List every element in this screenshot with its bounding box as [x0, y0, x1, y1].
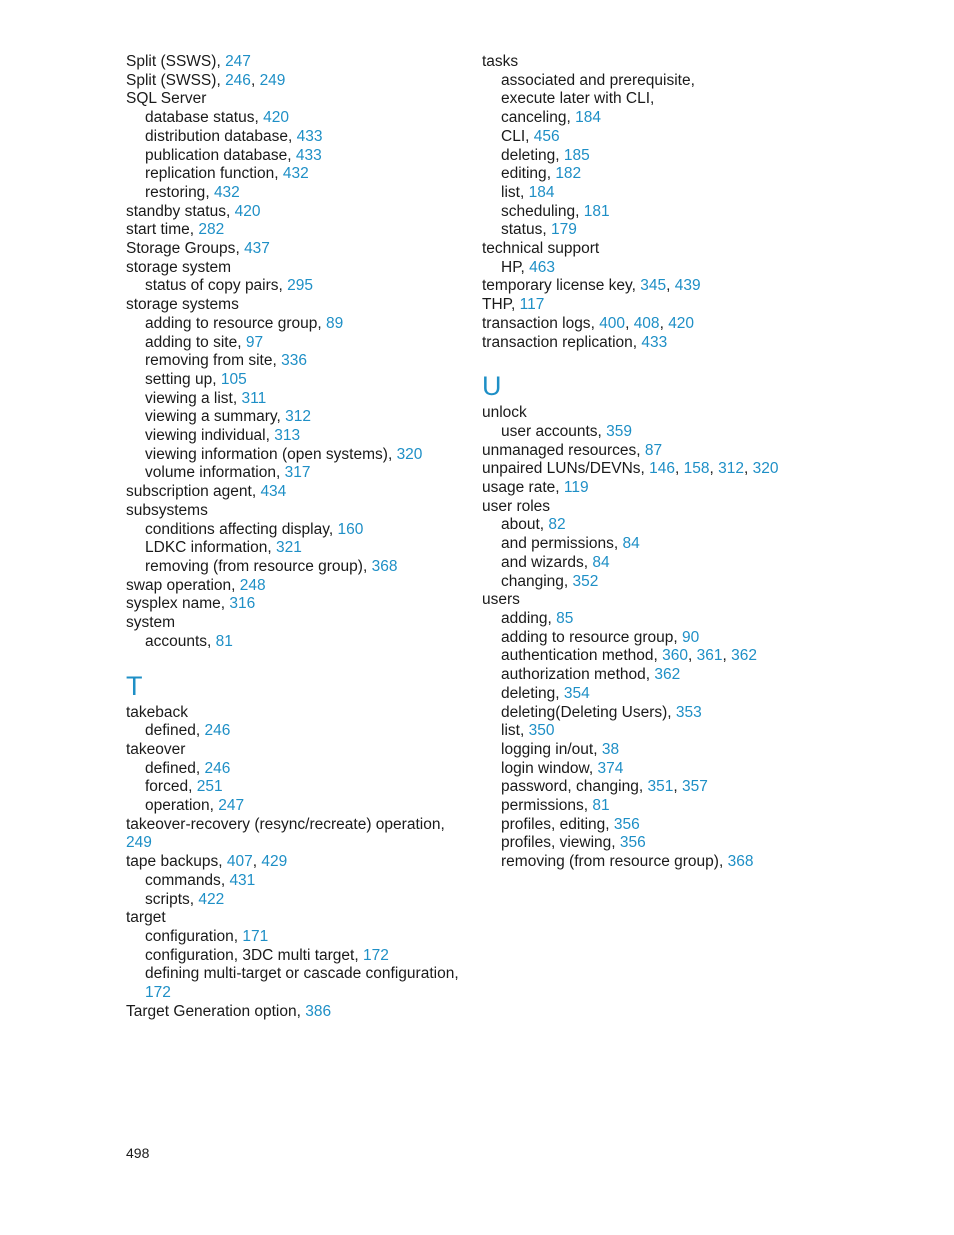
index-subentry: profiles, viewing, 356 [501, 834, 646, 852]
page-reference-link[interactable]: 463 [529, 258, 556, 276]
entry-term: takeover-recovery (resync/recreate) operation [126, 815, 441, 833]
index-entry [126, 614, 461, 633]
entry-term: associated and prerequisite, [501, 71, 695, 89]
page-reference-link[interactable]: 357 [682, 778, 708, 796]
index-subentry: configuration, 171 [145, 927, 269, 945]
index-entry: takeover-recovery (resync/recreate) operation, 249 [126, 815, 445, 852]
index-subentry: conditions affecting display, 160 [145, 520, 364, 538]
page-reference-link[interactable]: 247 [218, 797, 245, 815]
entry-term: defined [145, 722, 196, 740]
entry-term: usage rate [482, 479, 556, 497]
index-subentry: defined, 246 [145, 759, 231, 777]
index-subentry: viewing a list, 311 [145, 389, 267, 407]
entry-term: Split (SSWS) [126, 53, 217, 70]
index-entry [482, 591, 822, 610]
index-entry [126, 502, 461, 521]
entry-term: defining multi-target or cascade configuration [145, 965, 455, 983]
section-letter: U [482, 371, 502, 402]
entry-term: configuration, 3DC multi target [145, 946, 355, 964]
index-subentry: adding to resource group, 89 [145, 314, 344, 332]
entry-term: execute later with CLI, [501, 90, 655, 108]
entry-term: deleting [501, 684, 556, 702]
entry-term: removing from site [145, 352, 273, 370]
page-reference-link[interactable]: 84 [592, 553, 610, 571]
index-entry [482, 53, 822, 72]
index-subentry: defined, 246 [145, 722, 231, 740]
index-entry [482, 498, 822, 517]
page-reference-link[interactable]: 119 [563, 479, 589, 497]
index-subentry: user accounts, 359 [501, 422, 632, 440]
page-reference-link[interactable]: 439 [674, 277, 701, 295]
entry-term: commands [145, 871, 221, 889]
entry-term: unlock [482, 404, 527, 422]
entry-term: profiles, viewing [501, 834, 612, 852]
index-subentry: viewing individual, 313 [145, 427, 301, 445]
index-subentry: CLI, 456 [501, 127, 560, 145]
entry-term: storage systems [126, 296, 239, 314]
index-entry: Split (SSWS), 247 [126, 53, 251, 70]
index-subentry: changing, 352 [501, 572, 599, 590]
page-reference-link[interactable]: 456 [533, 127, 560, 145]
entry-term: subscription agent [126, 483, 252, 501]
page-reference-link[interactable]: 437 [244, 240, 270, 258]
page-reference-link[interactable]: 179 [550, 221, 577, 239]
index-subentry: database status, 420 [145, 109, 289, 127]
entry-term: authorization method [501, 666, 646, 684]
index-subentry: removing from site, 336 [145, 352, 307, 370]
page-reference-link[interactable]: 312 [285, 408, 312, 426]
entry-term: canceling [501, 109, 567, 127]
index-subentry: accounts, 81 [145, 632, 233, 650]
entry-term: unmanaged resources [482, 441, 637, 459]
index-subentry: adding, 85 [501, 609, 574, 627]
entry-term: viewing information (open systems) [145, 445, 388, 463]
page-reference-link[interactable]: 432 [282, 165, 309, 183]
entry-term: list [501, 722, 520, 740]
entry-term: conditions affecting display [145, 520, 329, 538]
page-reference-link[interactable]: 362 [654, 666, 681, 684]
entry-term: configuration [145, 927, 234, 945]
index-entry: swap operation, 248 [126, 576, 266, 594]
page-reference-link[interactable]: 407 [226, 853, 253, 871]
entry-term: adding [501, 609, 548, 627]
index-subentry: viewing a summary, 312 [145, 408, 312, 426]
entry-term: editing [501, 165, 547, 183]
entry-term: about [501, 516, 540, 534]
index-subentry: status, 179 [501, 221, 577, 239]
index-entry: Split (SWSS), 246, 249 [126, 71, 286, 89]
page-reference-link[interactable]: 246 [225, 71, 251, 89]
page-reference-link[interactable]: 90 [681, 628, 700, 646]
index-column-right [482, 53, 822, 872]
entry-term: sysplex name [126, 595, 221, 613]
page-reference-link[interactable]: 431 [229, 871, 256, 889]
page-number: 498 [126, 1145, 150, 1161]
index-subentry: editing, 182 [501, 165, 582, 183]
entry-term: transaction logs [482, 314, 591, 332]
index-entry [126, 909, 461, 928]
entry-term: user accounts [501, 422, 598, 440]
page-reference-link[interactable]: 422 [198, 890, 225, 908]
page-reference-link[interactable]: 362 [731, 647, 758, 665]
page-reference-link[interactable]: 420 [668, 314, 695, 332]
index-subentry: deleting, 185 [501, 146, 590, 164]
index-entry: sysplex name, 316 [126, 595, 256, 613]
index-subentry: operation, 247 [145, 797, 245, 815]
page-reference-link[interactable]: 320 [752, 460, 779, 478]
entry-term: technical support [482, 240, 600, 258]
index-subentry: restoring, 432 [145, 183, 240, 201]
page-reference-link[interactable]: 386 [305, 1002, 332, 1020]
page-reference-link[interactable]: 160 [337, 520, 364, 538]
index-entry [126, 296, 461, 315]
entry-term: takeover [126, 740, 186, 758]
page-reference-link[interactable]: 251 [196, 778, 223, 796]
index-subentry: volume information, 317 [145, 464, 311, 482]
index-subentry: adding to resource group, 90 [501, 628, 700, 646]
index-subentry: logging in/out, 38 [501, 740, 620, 758]
entry-term: viewing a list [145, 389, 233, 407]
entry-term: profiles, editing [501, 815, 606, 833]
entry-term: and wizards [501, 553, 584, 571]
page-reference-link[interactable]: 146 [649, 460, 676, 478]
index-subentry: scripts, 422 [145, 890, 225, 908]
entry-term: user roles [482, 497, 551, 515]
page-reference-link[interactable]: 408 [633, 314, 660, 332]
page-reference-link[interactable]: 246 [204, 722, 231, 740]
page-reference-link[interactable]: 81 [215, 632, 233, 650]
index-entry [126, 741, 461, 760]
page-reference-link[interactable]: 432 [213, 183, 240, 201]
index-subentry: distribution database, 433 [145, 127, 323, 145]
entry-term: defined [145, 759, 196, 777]
index-subentry: and permissions, 84 [501, 535, 640, 553]
page-reference-link[interactable]: 249 [126, 834, 152, 852]
index-subentry: permissions, 81 [501, 797, 610, 815]
entry-term: changing [501, 572, 564, 590]
index-subentry: replication function, 432 [145, 165, 309, 183]
index-entry [126, 259, 461, 278]
index-entry: standby status, 420 [126, 202, 261, 220]
entry-term: password, changing [501, 778, 639, 796]
entry-term: system [126, 614, 176, 632]
index-entry: unpaired LUNs/DEVNs, 146, 158, 312, 320 [482, 460, 779, 478]
page-reference-link[interactable]: 295 [287, 277, 314, 295]
index-entry: tape backups, 407, 429 [126, 853, 288, 871]
index-subentry: HP, 463 [501, 258, 556, 276]
entry-term: scripts [145, 890, 190, 908]
index-subentry: password, changing, 351, 357 [501, 778, 708, 796]
index-subentry: authorization method, 362 [501, 666, 681, 684]
entry-term: HP [501, 258, 521, 276]
index-entry: transaction logs, 400, 408, 420 [482, 314, 695, 332]
page-reference-link[interactable]: 246 [204, 759, 231, 777]
index-entry: unmanaged resources, 87 [482, 441, 663, 459]
page-reference-link[interactable]: 400 [599, 314, 626, 332]
index-entry [126, 90, 461, 109]
page-reference-link[interactable]: 172 [362, 946, 389, 964]
index-subentry: status of copy pairs, 295 [145, 277, 314, 295]
page-reference-link[interactable]: 85 [556, 609, 574, 627]
entry-term: viewing individual [145, 427, 266, 445]
index-entry: start time, 282 [126, 221, 225, 239]
page-reference-link[interactable]: 433 [295, 146, 322, 164]
index-entry: Target Generation option, 386 [126, 1002, 332, 1020]
page-reference-link[interactable]: 352 [572, 572, 599, 590]
entry-term: THP [482, 296, 512, 314]
page-reference-link[interactable]: 84 [622, 535, 640, 553]
index-subentry: LDKC information, 321 [145, 539, 302, 557]
page-reference-link[interactable]: 311 [241, 389, 267, 407]
entry-term: setting up [145, 370, 213, 388]
entry-term: login window [501, 759, 589, 777]
entry-term: deleting(Deleting Users) [501, 703, 668, 721]
page-reference-link[interactable]: 356 [613, 815, 640, 833]
index-entry: THP, 117 [482, 296, 545, 314]
page-reference-link[interactable]: 182 [555, 165, 582, 183]
page-reference-link[interactable]: 117 [519, 296, 545, 314]
index-subentry [482, 90, 822, 109]
entry-term: publication database [145, 146, 288, 164]
index-subentry: setting up, 105 [145, 370, 247, 388]
page-reference-link[interactable]: 420 [263, 109, 289, 127]
page-reference-link[interactable]: 247 [225, 53, 251, 70]
entry-term: accounts [145, 632, 208, 650]
page-reference-link[interactable]: 184 [575, 109, 601, 127]
index-subentry: removing (from resource group), 368 [501, 853, 754, 871]
entry-term: removing (from resource group) [501, 853, 719, 871]
page-reference-link[interactable]: 361 [696, 647, 723, 665]
page-reference-link[interactable]: 368 [727, 853, 754, 871]
index-subentry: profiles, editing, 356 [501, 815, 640, 833]
page-reference-link[interactable]: 38 [601, 740, 620, 758]
entry-term: deleting [501, 146, 556, 164]
entry-term: start time [126, 221, 190, 239]
index-subentry [482, 72, 822, 91]
page-reference-link[interactable]: 313 [274, 427, 301, 445]
entry-term: adding to resource group [145, 314, 318, 332]
page-reference-link[interactable]: 181 [583, 202, 610, 220]
page-reference-link[interactable]: 249 [259, 71, 286, 89]
entry-term: Split (SWSS) [126, 71, 217, 89]
entry-term: users [482, 591, 520, 609]
entry-term: list [501, 183, 520, 201]
index-entry: transaction replication, 433 [482, 333, 668, 351]
page-reference-link[interactable]: 420 [234, 202, 261, 220]
entry-term: logging in/out [501, 740, 594, 758]
entry-term: viewing a summary [145, 408, 277, 426]
index-subentry: defining multi-target or cascade configuration, 172 [145, 965, 459, 1002]
index-subentry: login window, 374 [501, 759, 624, 777]
entry-term: CLI [501, 127, 526, 145]
page-reference-link[interactable]: 248 [239, 576, 266, 594]
entry-term: tape backups [126, 853, 219, 871]
page-reference-link[interactable]: 87 [644, 441, 663, 459]
index-subentry: viewing information (open systems), 320 [145, 445, 423, 463]
index-subentry: canceling, 184 [501, 109, 601, 127]
page-reference-link[interactable]: 171 [242, 927, 269, 945]
entry-term: Target Generation option [126, 1002, 297, 1020]
index-subentry: and wizards, 84 [501, 553, 610, 571]
entry-term: SQL Server [126, 90, 207, 108]
entry-term: transaction replication [482, 333, 633, 351]
entry-term: removing (from resource group) [145, 557, 363, 575]
page-reference-link[interactable]: 158 [683, 460, 710, 478]
entry-term: scheduling [501, 202, 576, 220]
page-reference-link[interactable]: 429 [261, 853, 288, 871]
page-reference-link[interactable]: 316 [229, 595, 256, 613]
index-subentry: configuration, 3DC multi target, 172 [145, 946, 389, 964]
entry-term: storage system [126, 258, 232, 276]
page-reference-link[interactable]: 282 [198, 221, 225, 239]
index-entry [482, 404, 822, 423]
entry-term: forced [145, 778, 189, 796]
page-reference-link[interactable]: 320 [396, 445, 423, 463]
entry-term: status of copy pairs [145, 277, 279, 295]
index-entry [126, 704, 461, 723]
index-entry: Storage Groups, 437 [126, 240, 270, 258]
entry-term: status [501, 221, 543, 239]
index-subentry: scheduling, 181 [501, 202, 610, 220]
index-entry: temporary license key, 345, 439 [482, 277, 701, 295]
entry-term: Storage Groups [126, 240, 236, 258]
section-letter: T [126, 670, 143, 701]
index-subentry: deleting(Deleting Users), 353 [501, 703, 702, 721]
entry-term: standby status [126, 202, 226, 220]
page-reference-link[interactable]: 336 [281, 352, 307, 370]
index-column-left [126, 53, 461, 1021]
entry-term: replication function [145, 165, 275, 183]
page-reference-link[interactable]: 82 [548, 516, 566, 534]
page-reference-link[interactable]: 433 [641, 333, 668, 351]
entry-term: permissions [501, 797, 584, 815]
index-entry [482, 240, 822, 259]
index-subentry: publication database, 433 [145, 146, 322, 164]
index-subentry: forced, 251 [145, 778, 223, 796]
entry-term: restoring [145, 183, 206, 201]
page-reference-link[interactable]: 89 [325, 314, 344, 332]
index-subentry: removing (from resource group), 368 [145, 557, 398, 575]
entry-term: operation [145, 797, 210, 815]
entry-term: distribution database [145, 127, 289, 145]
entry-term: target [126, 909, 166, 927]
page-reference-link[interactable]: 353 [675, 703, 702, 721]
index-entry: subscription agent, 434 [126, 483, 287, 501]
page-reference-link[interactable]: 97 [245, 333, 264, 351]
page-reference-link[interactable]: 433 [296, 127, 323, 145]
page-reference-link[interactable]: 350 [528, 722, 555, 740]
index-entry: usage rate, 119 [482, 479, 589, 497]
entry-term: temporary license key [482, 277, 632, 295]
page-reference-link[interactable]: 351 [647, 778, 674, 796]
entry-term: database status [145, 109, 255, 127]
entry-term: and permissions [501, 535, 614, 553]
entry-term: subsystems [126, 501, 208, 519]
index-subentry: commands, 431 [145, 871, 256, 889]
page-reference-link[interactable]: 359 [606, 422, 632, 440]
page-reference-link[interactable]: 185 [563, 146, 590, 164]
entry-term: adding to resource group [501, 628, 674, 646]
page-reference-link[interactable]: 345 [640, 277, 667, 295]
entry-term: swap operation [126, 576, 232, 594]
page-reference-link[interactable]: 81 [592, 797, 610, 815]
index-subentry: authentication method, 360, 361, 362 [501, 647, 758, 665]
page-reference-link[interactable]: 356 [619, 834, 646, 852]
page-reference-link[interactable]: 105 [220, 370, 247, 388]
index-subentry: list, 350 [501, 722, 555, 740]
page-reference-link[interactable]: 360 [662, 647, 689, 665]
page-reference-link[interactable]: 374 [597, 759, 624, 777]
entry-term: LDKC information [145, 539, 268, 557]
page-reference-link[interactable]: 317 [284, 464, 311, 482]
entry-term: takeback [126, 703, 189, 721]
page-reference-link[interactable]: 312 [718, 460, 745, 478]
entry-term: unpaired LUNs/DEVNs [482, 460, 641, 478]
page-reference-link[interactable]: 172 [145, 984, 171, 1002]
entry-term: tasks [482, 53, 519, 70]
page-reference-link[interactable]: 184 [528, 183, 555, 201]
index-subentry: about, 82 [501, 516, 566, 534]
entry-term: authentication method [501, 647, 654, 665]
page-reference-link[interactable]: 354 [563, 684, 590, 702]
page-reference-link[interactable]: 434 [260, 483, 287, 501]
entry-term: adding to site [145, 333, 238, 351]
entry-term: volume information [145, 464, 276, 482]
page-reference-link[interactable]: 368 [371, 557, 398, 575]
page-reference-link[interactable]: 321 [275, 539, 302, 557]
index-subentry: deleting, 354 [501, 684, 590, 702]
index-subentry: adding to site, 97 [145, 333, 264, 351]
index-subentry: list, 184 [501, 183, 555, 201]
